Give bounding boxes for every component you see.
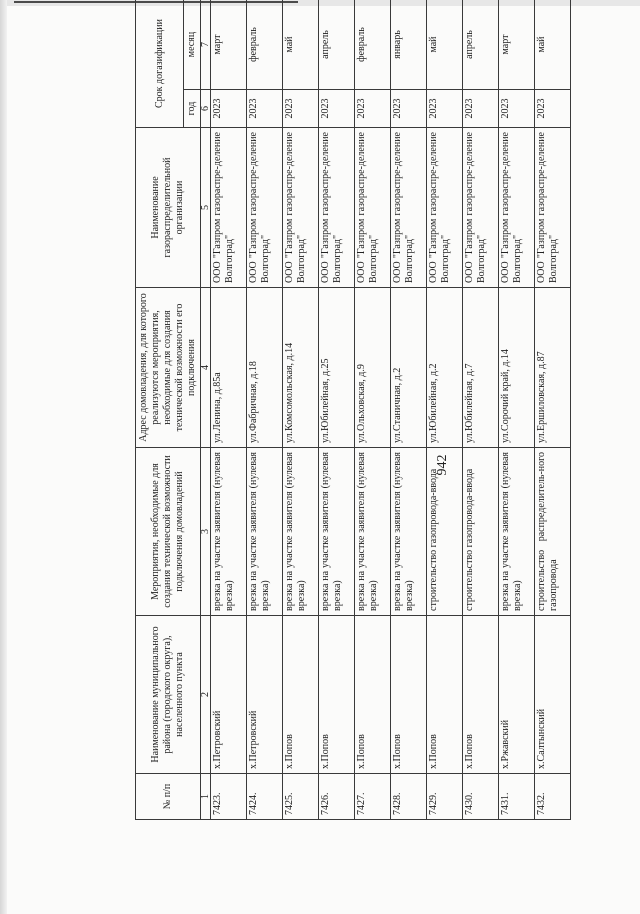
- settlement-cell: х.Попов: [463, 616, 499, 774]
- measure-cell: врезка на участке заявителя (нулевая врезка): [283, 448, 319, 616]
- measure-cell: врезка на участке заявителя (нулевая врезка): [247, 448, 283, 616]
- column-number: 7: [201, 0, 211, 90]
- month-cell: январь: [391, 0, 427, 90]
- settlement-cell: х.Петровский: [247, 616, 283, 774]
- month-cell: май: [535, 0, 571, 90]
- address-cell: ул.Ольховская, д.9: [355, 288, 391, 448]
- column-number: 1: [201, 774, 211, 820]
- table-row: [247, 0, 283, 820]
- column-number-row: [201, 0, 211, 820]
- row-number: 7427.: [355, 774, 391, 820]
- table-row: [355, 0, 391, 820]
- address-cell: ул.Юбилейная, д.2: [427, 288, 463, 448]
- table-row: [283, 0, 319, 820]
- settlement-cell: х.Салтынский: [535, 616, 571, 774]
- header-year: год: [184, 90, 201, 128]
- table-row: [535, 0, 571, 820]
- organization-cell: ООО "Газпром газораспре-деление Волгоград": [499, 128, 535, 288]
- table-row: [211, 0, 247, 820]
- measure-cell: строительство распределитель-ного газопровода: [535, 448, 571, 616]
- settlement-cell: х.Попов: [355, 616, 391, 774]
- month-cell: март: [499, 0, 535, 90]
- organization-cell: ООО "Газпром газораспре-деление Волгоград": [391, 128, 427, 288]
- year-cell: 2023: [535, 90, 571, 128]
- month-cell: февраль: [247, 0, 283, 90]
- year-cell: 2023: [355, 90, 391, 128]
- settlement-cell: х.Петровский: [211, 616, 247, 774]
- column-number: 5: [201, 128, 211, 288]
- year-cell: 2023: [427, 90, 463, 128]
- settlement-cell: х.Попов: [319, 616, 355, 774]
- year-cell: 2023: [247, 90, 283, 128]
- row-number: 7431.: [499, 774, 535, 820]
- column-number: 2: [201, 616, 211, 774]
- organization-cell: ООО "Газпром газораспре-деление Волгоград": [247, 128, 283, 288]
- organization-cell: ООО "Газпром газораспре-деление Волгоград": [319, 128, 355, 288]
- row-number: 7430.: [463, 774, 499, 820]
- month-cell: март: [211, 0, 247, 90]
- measure-cell: врезка на участке заявителя (нулевая врезка): [499, 448, 535, 616]
- month-cell: февраль: [355, 0, 391, 90]
- measure-cell: врезка на участке заявителя (нулевая врезка): [319, 448, 355, 616]
- row-number: 7425.: [283, 774, 319, 820]
- table-row: [499, 0, 535, 820]
- table-row: [319, 0, 355, 820]
- organization-cell: ООО "Газпром газораспре-деление Волгоград": [535, 128, 571, 288]
- measure-cell: врезка на участке заявителя (нулевая врезка): [391, 448, 427, 616]
- settlement-cell: х.Попов: [427, 616, 463, 774]
- organization-cell: ООО "Газпром газораспре-деление Волгоград": [211, 128, 247, 288]
- year-cell: 2023: [391, 90, 427, 128]
- header-district: Наименование муниципального района (городского округа), населенного пункта: [136, 616, 201, 774]
- header-organization: Наименование газораспределительной организации: [136, 128, 201, 288]
- month-cell: апрель: [319, 0, 355, 90]
- address-cell: ул.Юбилейная, д.25: [319, 288, 355, 448]
- table-row: [427, 0, 463, 820]
- year-cell: 2023: [319, 90, 355, 128]
- header-term: Срок догазификации: [136, 0, 184, 128]
- settlement-cell: х.Попов: [283, 616, 319, 774]
- gasification-table: [135, 0, 571, 820]
- row-number: 7426.: [319, 774, 355, 820]
- row-number: 7423.: [211, 774, 247, 820]
- address-cell: ул.Ершиловская, д.87: [535, 288, 571, 448]
- year-cell: 2023: [463, 90, 499, 128]
- header-row: [136, 0, 184, 820]
- organization-cell: ООО "Газпром газораспре-деление Волгоград": [355, 128, 391, 288]
- row-number: 7424.: [247, 774, 283, 820]
- settlement-cell: х.Попов: [391, 616, 427, 774]
- header-month: месяц: [184, 0, 201, 90]
- row-number: 7429.: [427, 774, 463, 820]
- year-cell: 2023: [211, 90, 247, 128]
- month-cell: апрель: [463, 0, 499, 90]
- address-cell: ул.Сорочий край, д.14: [499, 288, 535, 448]
- settlement-cell: х.Ржавский: [499, 616, 535, 774]
- measure-cell: врезка на участке заявителя (нулевая врезка): [211, 448, 247, 616]
- scan-left-edge: [0, 0, 7, 914]
- rotated-table-sheet: [135, 0, 595, 820]
- year-cell: 2023: [499, 90, 535, 128]
- organization-cell: ООО "Газпром газораспре-деление Волгоград": [463, 128, 499, 288]
- address-cell: ул.Юбилейная, д.7: [463, 288, 499, 448]
- page-number: 942: [435, 454, 450, 476]
- row-number: 7432.: [535, 774, 571, 820]
- measure-cell: строительство газопровода-ввода: [463, 448, 499, 616]
- column-number: 4: [201, 288, 211, 448]
- address-cell: ул.Комсомольская, д.14: [283, 288, 319, 448]
- address-cell: ул.Ленина, д.85а: [211, 288, 247, 448]
- organization-cell: ООО "Газпром газораспре-деление Волгоград": [427, 128, 463, 288]
- measure-cell: строительство газопровода-ввода: [427, 448, 463, 616]
- address-cell: ул.Станичная, д.2: [391, 288, 427, 448]
- address-cell: ул.Фабричная, д.18: [247, 288, 283, 448]
- header-no: № п/п: [136, 774, 201, 820]
- measure-cell: врезка на участке заявителя (нулевая врезка): [355, 448, 391, 616]
- row-number: 7428.: [391, 774, 427, 820]
- table-row: [391, 0, 427, 820]
- header-measures: Мероприятия, необходимые для создания технической возможности подключения домовладений: [136, 448, 201, 616]
- column-number: 6: [201, 90, 211, 128]
- column-number: 3: [201, 448, 211, 616]
- table-row: [463, 0, 499, 820]
- header-address: Адрес домовладения, для которого реализуются мероприятия, необходимые для создания технической возможности его подключения: [136, 288, 201, 448]
- month-cell: май: [427, 0, 463, 90]
- organization-cell: ООО "Газпром газораспре-деление Волгоград": [283, 128, 319, 288]
- year-cell: 2023: [283, 90, 319, 128]
- month-cell: май: [283, 0, 319, 90]
